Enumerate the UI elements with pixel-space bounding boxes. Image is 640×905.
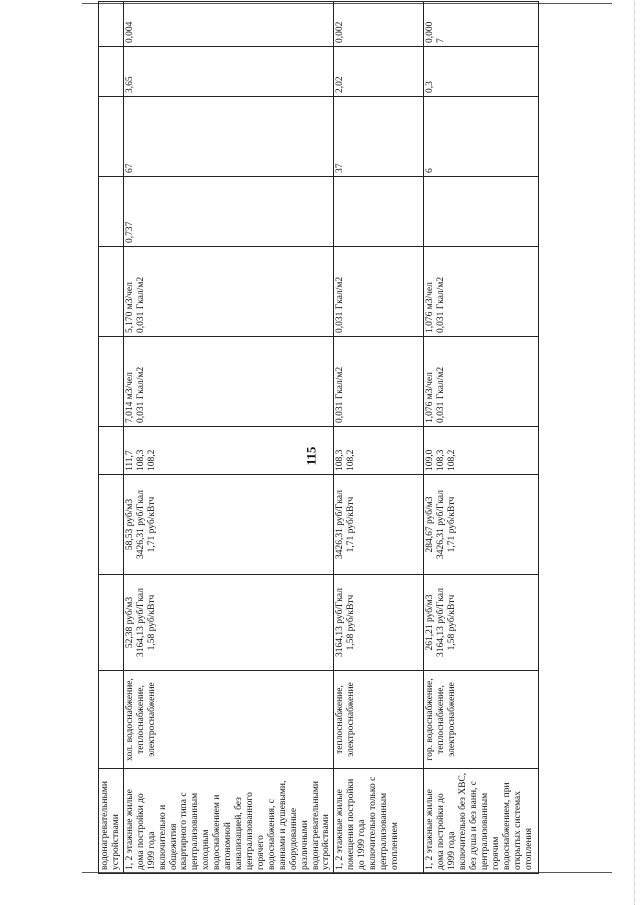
table-cell: 0,3 <box>424 47 539 97</box>
table-cell: 0,737 <box>123 177 334 247</box>
table-cell: 3426,31 руб/Гкал 1,71 руб/кВтч <box>334 475 424 575</box>
table-cell <box>99 47 124 97</box>
table-cell: 108,3 108,2 <box>334 427 424 475</box>
page-number: 115 <box>303 446 319 466</box>
table-cell: 7,014 м3/чел 0,031 Гкал/м2 <box>123 337 334 427</box>
table-cell <box>334 177 424 247</box>
table-cell: 5,170 м3/чел 0,031 Гкал/м2 <box>123 247 334 337</box>
table-cell <box>99 337 124 427</box>
table-cell <box>99 427 124 475</box>
rotated-table-wrapper <box>98 2 618 874</box>
table-cell: 284,67 руб/м3 3426,31 руб/Гкал 1,71 руб/кВтч <box>424 475 539 575</box>
table-cell <box>424 177 539 247</box>
table-cell: 3,65 <box>123 47 334 97</box>
table-cell: 1, 2 этажные жилые помещения постройки до 1999 года включительно только с централизованным отоплением <box>334 769 424 874</box>
table-cell: 1, 2 этажные жилые дома постройки до 1999 года включительно без ХВС, без душа и без ванн, с централизованным горячим водоснабжением, при открытых системах отопления <box>424 769 539 874</box>
table-cell: 37 <box>334 97 424 177</box>
table-cell: 1,076 м3/чел 0,031 Гкал/м2 <box>424 337 539 427</box>
table-cell: 109,0 108,3 108,2 <box>424 427 539 475</box>
table-cell: 2,02 <box>334 47 424 97</box>
table-cell: 111,7 108,3 108,2 <box>123 427 334 475</box>
table-cell: теплоснабжение, электроснабжение <box>334 671 424 769</box>
table-cell <box>99 97 124 177</box>
table-row <box>424 2 539 874</box>
table-row <box>334 2 424 874</box>
table-cell: 0,031 Гкал/м2 <box>334 337 424 427</box>
table-cell <box>99 2 124 47</box>
table-cell: 67 <box>123 97 334 177</box>
table-cell: хол. водоснабжение, теплоснабжение, электроснабжение <box>123 671 334 769</box>
tariff-table <box>98 1 539 874</box>
table-cell: 3164,13 руб/Гкал 1,58 руб/кВтч <box>334 575 424 671</box>
table-cell: водонагревательными устройствами <box>99 769 124 874</box>
table-cell <box>99 177 124 247</box>
table-cell: 0,000 7 <box>424 2 539 47</box>
table-cell <box>99 247 124 337</box>
table-cell: гор. водоснабжение, теплоснабжение, электроснабжение <box>424 671 539 769</box>
table-cell <box>99 575 124 671</box>
table-cell: 52,38 руб/м3 3164,13 руб/Гкал 1,58 руб/кВтч <box>123 575 334 671</box>
table-row <box>123 2 334 874</box>
table-cell <box>99 475 124 575</box>
table-row <box>99 2 124 874</box>
table-cell: 0,004 <box>123 2 334 47</box>
table-body <box>99 2 539 874</box>
table-cell: 261,21 руб/м3 3164,13 руб/Гкал 1,58 руб/кВтч <box>424 575 539 671</box>
table-cell <box>99 671 124 769</box>
table-cell: 0,031 Гкал/м2 <box>334 247 424 337</box>
scan-edge <box>634 0 638 905</box>
table-cell: 0,002 <box>334 2 424 47</box>
table-cell: 1, 2 этажные жилые дома постройки до 1999 года включительно и общежития квартирного типа с централизованным холодным водоснабжением и автономной канализацией, без централизованного горячего водоснабжения, с ваннами и душевыми, оборудованные различными водонагревательными устройствами <box>123 769 334 874</box>
table-cell: 1,076 м3/чел 0,031 Гкал/м2 <box>424 247 539 337</box>
table-cell: 6 <box>424 97 539 177</box>
table-cell: 58,53 руб/м3 3426,31 руб/Гкал 1,71 руб/кВтч <box>123 475 334 575</box>
